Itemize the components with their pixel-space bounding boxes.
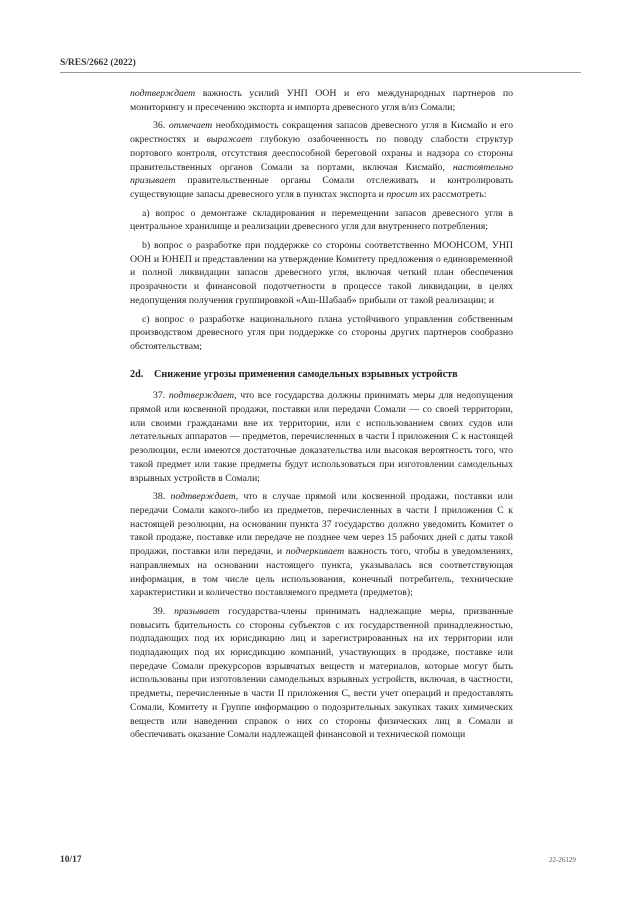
paragraph-37 [130,389,513,485]
paragraph-text: важность усилий УНП ООН и его международных партнеров по мониторингу и пресечению экспорта и импорта древесного угля в/из Сомали; [130,88,513,113]
page-number: 10/17 [60,855,82,865]
paragraph-text: правительственные органы Сомали отслеживать и контролировать существующие запасы древесного угля в пунктах экспорта и [130,175,513,200]
emphasis-text: просит [386,188,418,200]
paragraph-text: a) вопрос о демонтаже складирования и перемещении запасов древесного угля в центральное хранилище и реализации древесного угля для внутреннего потребления; [130,207,513,233]
paragraph-36-a [130,207,513,234]
emphasis-text: подтверждает [168,390,235,402]
paragraph-36 [130,119,513,201]
paragraph-text: 39. [153,605,175,617]
emphasis-text: подтверждает [170,491,236,503]
emphasis-text: подчеркивает [285,546,345,558]
paragraph-text: c) вопрос о разработке национального плана устойчивого управления собственным производством древесного угля при поддержке со стороны других партнеров сообразно обстоятельствам; [130,313,513,352]
paragraph-text: , что в случае прямой или косвенной продажи, поставки или передачи Сомали какого-либо из предметов, перечисленных в части I приложения C к настоящей резолюции, на основании пункта 37 государство должно уведомить Комитет о такой продаже, поставке или передаче не позднее чем через 15 рабочих дней с даты такой продажи, поставки или передачи, и [130,491,513,558]
paragraph-text: b) вопрос о разработке при поддержке со стороны соответственно МООНСОМ, УНП ООН и ЮНЕП и представлении на утверждение Комитету предложения о единовременной и полной ликвидации запасов древесного угля, включая четкий план обеспечения прозрачности и финансовой подотчетности в процессе такой ликвидации, в целях недопущения получения группировкой «Аш-Шабааб» прибыли от такой реализации; и [130,240,513,306]
section-heading [130,368,513,382]
paragraph-text: 36. [153,120,169,132]
paragraph-text: необходимость сокращения запасов древесного угля в Кисмайо и его окрестностях и [130,120,513,146]
paragraph-36-b [130,239,513,308]
emphasis-text: призывает [174,605,220,617]
emphasis-text: настоятельно призывает [130,161,513,187]
paragraph-36-c [130,313,513,354]
section-title: Снижение угрозы применения самодельных взрывных устройств [154,368,458,380]
paragraph-text: государства-члены принимать надлежащие меры, призванные повысить бдительность со стороны субъектов с их государственной принадлежностью, подпадающих под их юрисдикцию лиц и зарегистрированных на их территории или подпадающих под их юрисдикцию компаний, участвующих в продаже, поставке или передаче Сомали прекурсоров взрывчатых веществ и материалов, которые могут быть использованы при изготовлении самодельных взрывных устройств, включая, в частности, предметы, перечисленные в части II приложения C, вести учет операций и предоставлять Сомали, Комитету и Группе информацию о подозрительных закупках таких химических веществ или наведении справок о них со стороны физических лиц в Сомали и обеспечивать оказание Сомали надлежащей финансовой и технической помощи [130,605,513,741]
paragraph-text: глубокую озабоченность по поводу слабости структур портового контроля, отсутствия дееспособной береговой охраны и надзора со стороны правительственных органов Сомали за портами, включая Кисмайо, [130,134,513,173]
emphasis-text: выражает [206,134,253,146]
paragraphs-top [130,87,513,354]
section-number: 2d. [130,368,144,380]
emphasis-text: подтверждает [130,88,196,99]
paragraph-39 [130,605,513,742]
paragraph-text: , что все государства должны принимать меры для недопущения прямой или косвенной продажи, поставки или передачи Сомали — со своей территории, или своими гражданами вне их территории, или с использованием своих судов или летательных аппаратов — предметов, перечисленных в части I приложения C к настоящей резолюции, если имеются достаточные доказательства или высокая вероятность того, что такой предмет или такие предметы будут использоваться при изготовлении самодельных взрывных устройств в Сомали; [130,390,513,484]
paragraph-text: 38. [153,491,171,503]
header-divider [60,72,581,73]
document-number: 22-26129 [549,856,576,864]
paragraph-35-continued [130,87,513,114]
document-body [130,87,513,747]
emphasis-text: отмечает [168,120,213,132]
document-symbol: S/RES/2662 (2022) [60,58,136,68]
paragraphs-bottom [130,389,513,742]
paragraph-text: важность того, чтобы в уведомлениях, направляемых на основании настоящего пункта, указывалась вся соответствующая информация, в том числе цель использования, конечный потребитель, технические характеристики и количество поставляемого предмета (предметов); [130,546,513,599]
paragraph-text: их рассмотреть: [417,188,487,200]
paragraph-text: 37. [153,390,169,402]
paragraph-38 [130,490,513,600]
